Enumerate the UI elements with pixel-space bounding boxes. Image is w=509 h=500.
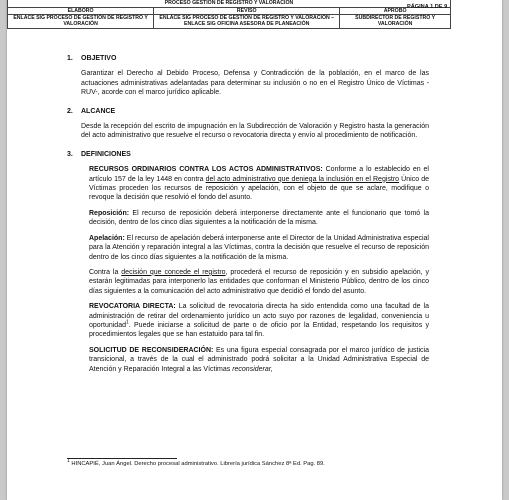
section-title: OBJETIVO [81,55,117,62]
section-number: 2. [67,107,73,115]
header-label-aprobo: APROBO [340,8,451,15]
alcance-paragraph: Desde la recepción del escrito de impugnación en la Subdirección de Valoración y Registro hasta la generación del acto administrativo que resuelve el recurso o revocatoria directa y envío al procedimiento de notificación. [81,123,429,140]
section-heading-alcance [67,107,429,116]
definition-text: Conforme a lo establecido en el artículo 157 de la ley 1448 en contra [89,166,429,183]
definition-term: Reposición: [89,209,130,217]
definition-apelacion [89,234,429,262]
definition-term: SOLICITUD DE RECONSIDERACIÓN: [89,346,214,354]
definition-contra [89,268,429,296]
header-value-elaboro: ENLACE SIG PROCESO DE GESTIÓN DE REGISTRO Y VALORACIÓN [8,15,154,28]
definition-revocatoria [89,302,429,340]
section-heading-objetivo [67,54,429,63]
definition-term: RECURSOS ORDINARIOS CONTRA LOS ACTOS ADMINISTRATIVOS: [89,166,323,174]
objetivo-paragraph: Garantizar el Derecho al Debido Proceso, Defensa y Contradicción de la población, en el marco de las actuaciones administrativas adelantadas para determinar su inclusión o no en el Registro Único de Víctimas -RUV-, acorde con el marco jurídico aplicable. [81,70,429,97]
header-label-elaboro: ELABORO [8,8,154,15]
definition-text: Único de Víctimas proceden los recursos de reposición y apelación, con el objeto de que se aclare, modifique o revoque la decisión que resolvió el fondo del asunto. [89,175,429,202]
footnote-separator [67,458,177,459]
definition-underlined-text: del acto administrativo que deniega la inclusión en el Registro [205,175,400,183]
definition-reposicion [89,209,429,228]
section-title: ALCANCE [81,107,116,115]
definition-text: , procederá el recurso de reposición y en subsidio apelación, y estarán legitimadas para interponerlo las entidades que conforman el Ministerio Público, dentro de los cinco días siguientes a la comunicación del acto administrativo que decidió el fondo del asunto. [89,268,429,295]
footnote-mark: 1 [67,458,70,465]
definition-text: La solicitud de revocatoria directa ha sido entendida como una facultad de la administración de retirar del ordenamiento jurídico un acto suyo por razones de legalidad, conveniencia u oportunidad [89,303,429,329]
section-heading-definiciones [67,150,429,159]
footnote [67,458,325,467]
document-body [67,54,429,374]
definition-underlined-text: decisión que concede el registro [121,268,226,276]
definition-text: Es una figura especial consagrada por el marco jurídico de justicia transicional, a través de la cual el administrado podrá solicitar a la Unidad Administrativa Especial de Atención y Reparación Integral a las Víctimas [89,346,429,373]
definition-text: Contra la [89,268,122,276]
document-header-table [7,0,451,29]
definition-text: El recurso de reposición deberá interponerse directamente ante el funcionario que tomó la decisión, dentro de los cinco días siguientes a la notificación de la misma. [89,209,429,227]
definition-text: El recurso de apelación deberá interponerse ante el Director de la Unidad Administrativa especial para la Atención y reparación integral a las Víctimas, contra la decisión que resuelve el recurso de reposición dentro de los cinco días siguientes a la notificación de la misma. [89,234,429,261]
header-title: PROCESO GESTION DE REGISTRO Y VALORACION [8,0,451,8]
definition-recursos [89,165,429,203]
footnote-reference: 1 [125,319,129,326]
definition-reconsideracion [89,346,429,374]
section-number: 1. [67,55,73,62]
definition-term: Apelación: [89,234,125,242]
definition-text: . Puede iniciarse a solicitud de parte o de oficio por la Entidad, respetando los requisitos y procedimientos legales que se han estatuido para tal fin. [89,321,429,339]
header-label-reviso: REVISO [154,8,340,15]
header-value-reviso: ENLACE SIG PROCESO DE GESTIÓN DE REGISTRO Y VALORACIÓN – ENLACE SIG OFICINA ASESORA DE PLANEACIÓN [154,15,340,28]
page-number: PÁGINA 1 DE 9 [407,4,448,10]
definition-term: REVOCATORIA DIRECTA: [89,303,176,311]
document-page [7,0,502,500]
definition-italic-text: reconsiderar, [232,365,273,373]
footnote-text: HINCAPIÉ, Juan Ángel. Derecho procesal administrativo. Librería jurídica Sánchez 8ª Ed. Pag. 89. [69,461,325,467]
section-number: 3. [67,150,73,158]
section-title: DEFINICIONES [81,150,131,158]
header-value-aprobo: SUBDIRECTOR DE REGISTRO Y VALORACIÓN [340,15,451,28]
